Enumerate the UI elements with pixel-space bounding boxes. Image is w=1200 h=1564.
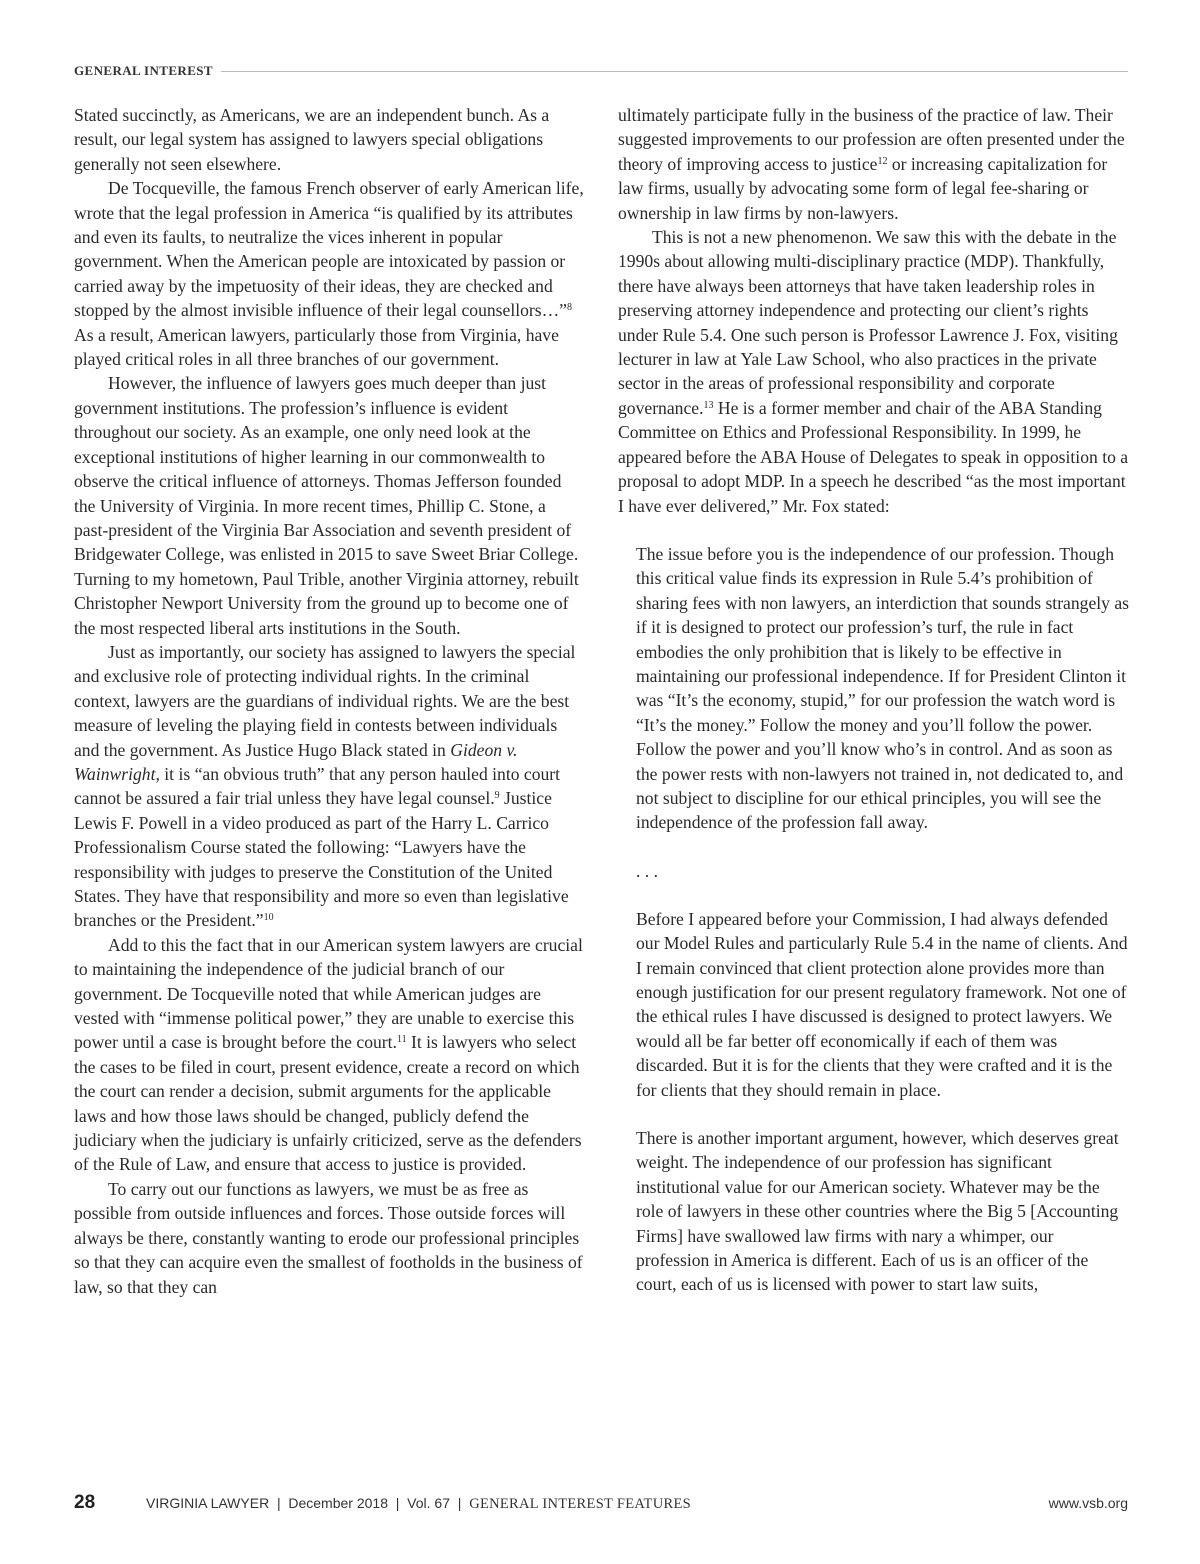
- paragraph-text: , it is “an obvious truth” that any person hauled into court cannot be assured a fair trial unless they have legal counsel.: [74, 763, 561, 809]
- footnote-ref: 12: [877, 155, 888, 167]
- paragraph-text: ultimately participate fully in the business of the practice of law. Their suggested improvements to our profession are often presented under the theory of improving access to justice: [618, 105, 1125, 174]
- page-footer: [74, 1492, 1128, 1518]
- quote-ellipsis: . . .: [636, 860, 658, 881]
- paragraph-text: This is not a new phenomenon. We saw this with the debate in the 1990s about allowing multi-disciplinary practice (MDP). Thankfully, there have always been attorneys that have taken leadership roles in preserving attorney independence and protecting our client’s rights under Rule 5.4. One such person is Professor Lawrence J. Fox, visiting lecturer in law at Yale Law School, who also practices in the private sector in the areas of professional responsibility and corporate governance.: [618, 227, 1118, 418]
- paragraph: [74, 371, 584, 639]
- section-label: GENERAL INTEREST: [74, 63, 213, 78]
- quote-paragraph: The issue before you is the independence of our profession. Though this critical value finds its expression in Rule 5.4’s prohibition of sharing fees with non lawyers, an interdiction that sounds strangely as if it is designed to protect our profession’s turf, the rule in fact embodies the only prohibition that is likely to be effective in maintaining our professional independence. If for President Clinton it was “It’s the economy, stupid,” for our profession the watch word is “It’s the money.” Follow the money and you’ll follow the power. Follow the power and you’ll know who’s in control. And as soon as the power rests with non-lawyers not trained in, not dedicated to, and not subject to discipline for our ethical principles, you will see the independence of the profession fall away.: [636, 543, 1130, 833]
- paragraph: [74, 176, 584, 371]
- paragraph: [74, 933, 584, 1177]
- paragraph-text: De Tocqueville, the famous French observer of early American life, wrote that the legal profession in America “is qualified by its attributes and even its faults, to neutralize the vices inherent in popular government. When the American people are intoxicated by passion or carried away by the impetuosity of their ideas, they are checked and stopped by the almost invisible influence of their legal counsellors…”: [74, 178, 584, 321]
- paragraph-text: It is lawyers who select the cases to be filed in court, present evidence, create a record on which the court can render a decision, submit arguments for the applicable laws and how those laws should be changed, publicly defend the judiciary when the judiciary is unfairly criticized, serve as the defenders of the Rule of Law, and ensure that access to justice is provided.: [74, 1032, 582, 1175]
- publication-text: VIRGINIA LAWYER | December 2018 | Vol. 67 |: [146, 1495, 470, 1511]
- paragraph: [618, 103, 1130, 225]
- paragraph: [618, 225, 1130, 518]
- footer-section: GENERAL INTEREST FEATURES: [469, 1496, 691, 1512]
- paragraph-text: Add to this the fact that in our American system lawyers are crucial to maintaining the independence of the judicial branch of our government. De Tocqueville noted that while American judges are vested with “immense political power,” they are unable to exercise this power until a case is brought before the court.: [74, 934, 583, 1053]
- header-rule: [221, 71, 1128, 72]
- paragraph-text: However, the influence of lawyers goes much deeper than just government institutions. The profession’s influence is evident throughout our society. As an example, one only need look at the exceptional institutions of higher learning in our commonwealth to observe the critical influence of attorneys. Thomas Jefferson founded the University of Virginia. In more recent times, Phillip C. Stone, a past-president of the Virginia Bar Association and seventh president of Bridgewater College, was enlisted in 2015 to save Sweet Briar College. Turning to my hometown, Paul Trible, another Virginia attorney, rebuilt Christopher Newport University from the ground up to become one of the most respected liberal arts institutions in the South.: [74, 373, 579, 638]
- paragraph-text: Justice Lewis F. Powell in a video produced as part of the Harry L. Carrico Professionalism Course stated the following: “Lawyers have the responsibility with judges to preserve the Constitution of the United States. They have that responsibility and more so even than legislative branches or the President.”: [74, 788, 569, 931]
- right-column: [618, 103, 1130, 1297]
- paragraph-text: Stated succinctly, as Americans, we are an independent bunch. As a result, our legal system has assigned to lawyers special obligations generally not seen elsewhere.: [74, 105, 550, 174]
- paragraph-text: Just as importantly, our society has assigned to lawyers the special and exclusive role of protecting individual rights. In the criminal context, lawyers are the guardians of individual rights. We are the best measure of leveling the playing field in contests between individuals and the government. As Justice Hugo Black stated in: [74, 641, 576, 760]
- footnote-ref: 8: [567, 302, 572, 314]
- footnote-ref: 11: [396, 1034, 407, 1046]
- page-number: 28: [74, 1492, 96, 1513]
- quote-paragraph: There is another important argument, however, which deserves great weight. The independence of our profession has significant institutional value for our American society. Whatever may be the role of lawyers in these other countries where the Big 5 [Accounting Firms] have swallowed law firms with nary a whimper, our profession in America is different. Each of us is an officer of the court, each of us is licensed with power to start law suits,: [636, 1128, 1119, 1295]
- quote-paragraph: Before I appeared before your Commission, I had always defended our Model Rules and particularly Rule 5.4 in the name of clients. And I remain convinced that client protection alone provides more than enough justification for our present regulatory framework. Not one of the ethical rules I have discussed is designed to protect lawyers. We would all be far better off economically if each of them was discarded. But it is for the clients that they were crafted and it is the for clients that they should remain in place.: [636, 908, 1128, 1100]
- running-header: [74, 60, 1128, 82]
- block-quote: [636, 542, 1130, 1297]
- left-column: [74, 103, 584, 1299]
- paragraph: [74, 103, 584, 176]
- paragraph: [74, 640, 584, 933]
- footnote-ref: 13: [703, 399, 714, 411]
- paragraph-text: or increasing capitalization for law firms, usually by advocating some form of legal fee-sharing or ownership in law firms by non-lawyers.: [618, 153, 1108, 223]
- footnote-ref: 10: [263, 912, 274, 924]
- paragraph-text: To carry out our functions as lawyers, we must be as free as possible from outside influences and forces. Those outside forces will always be there, constantly wanting to erode our professional principles so that they can acquire even the smallest of footholds in the business of law, so that they can: [74, 1178, 583, 1297]
- publication-info: [146, 1495, 691, 1513]
- case-name: Gideon v. Wainwright: [74, 739, 518, 784]
- paragraph-text: As a result, American lawyers, particularly those from Virginia, have played critical roles in all three branches of our government.: [74, 324, 559, 370]
- paragraph-text: He is a former member and chair of the ABA Standing Committee on Ethics and Professional Responsibility. In 1999, he appeared before the ABA House of Delegates to speak in opposition to a proposal to adopt MDP. In a speech he described “as the most important I have ever delivered,” Mr. Fox stated:: [618, 397, 1129, 516]
- footnote-ref: 9: [494, 790, 500, 802]
- paragraph: [74, 1177, 584, 1299]
- website-link[interactable]: www.vsb.org: [1048, 1495, 1128, 1511]
